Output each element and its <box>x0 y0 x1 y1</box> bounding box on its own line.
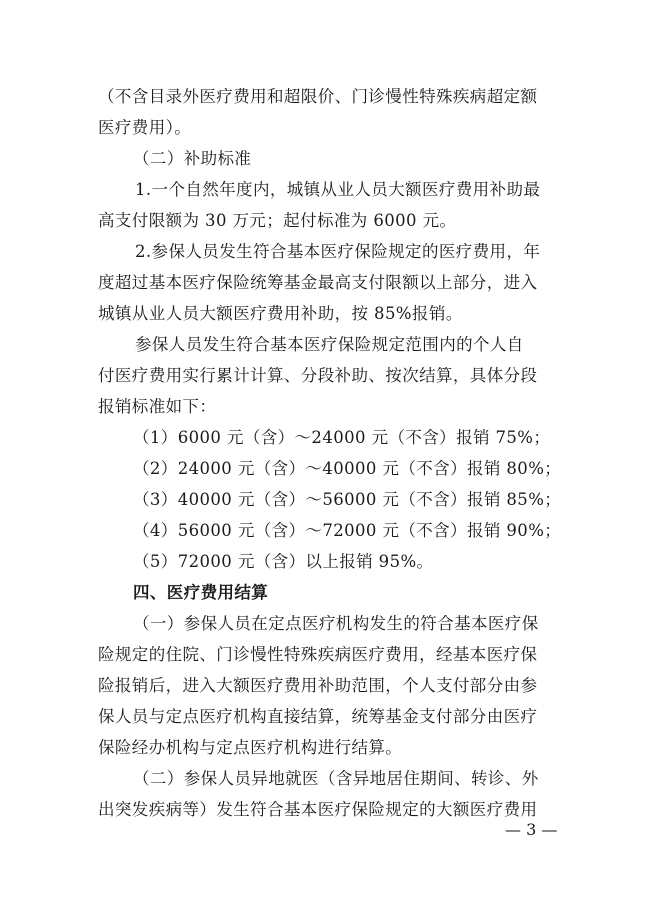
reimbursement-tier-1: （1）6000 元（含）～24000 元（不含）报销 75%； <box>133 428 551 447</box>
text-line-6: 2.参保人员发生符合基本医疗保险规定的医疗费用，年 <box>135 242 541 261</box>
text-line-20: 险报销后，进入大额医疗费用补助范围，个人支付部分由参 <box>98 676 538 695</box>
text-line-22: 保险经办机构与定点医疗机构进行结算。 <box>98 738 403 757</box>
reimbursement-tier-2: （2）24000 元（含）～40000 元（不含）报销 80%； <box>133 459 562 478</box>
text-line-7: 度超过基本医疗保险统筹基金最高支付限额以上部分，进入 <box>98 273 538 292</box>
section-subheading-subsidy-standard: （二）补助标准 <box>133 149 252 168</box>
reimbursement-tier-5: （5）72000 元（含）以上报销 95%。 <box>133 552 434 571</box>
text-line-8: 城镇从业人员大额医疗费用补助，按 85%报销。 <box>98 304 463 323</box>
page-number: — 3 — <box>505 820 558 839</box>
text-line-1: （不含目录外医疗费用和超限价、门诊慢性特殊疾病超定额 <box>98 87 538 106</box>
reimbursement-tier-4: （4）56000 元（含）～72000 元（不含）报销 90%； <box>133 521 562 540</box>
section-heading-settlement: 四、医疗费用结算 <box>133 583 269 602</box>
text-line-19: 险规定的住院、门诊慢性特殊疾病医疗费用，经基本医疗保 <box>98 645 538 664</box>
text-line-21: 保人员与定点医疗机构直接结算，统筹基金支付部分由医疗 <box>98 707 538 726</box>
text-line-18: （一）参保人员在定点医疗机构发生的符合基本医疗保 <box>133 614 539 633</box>
text-line-23: （二）参保人员异地就医（含异地居住期间、转诊、外 <box>133 769 539 788</box>
text-line-11: 报销标准如下： <box>98 397 217 416</box>
reimbursement-tier-3: （3）40000 元（含）～56000 元（不含）报销 85%； <box>133 490 562 509</box>
text-line-10: 付医疗费用实行累计计算、分段补助、按次结算，具体分段 <box>98 366 538 385</box>
text-line-5: 高支付限额为 30 万元；起付标准为 6000 元。 <box>98 211 457 230</box>
text-line-2: 医疗费用）。 <box>98 118 192 137</box>
text-line-9: 参保人员发生符合基本医疗保险规定范围内的个人自 <box>135 335 524 354</box>
text-line-24: 出突发疾病等）发生符合基本医疗保险规定的大额医疗费用 <box>98 800 538 819</box>
text-line-4: 1.一个自然年度内，城镇从业人员大额医疗费用补助最 <box>135 180 541 199</box>
